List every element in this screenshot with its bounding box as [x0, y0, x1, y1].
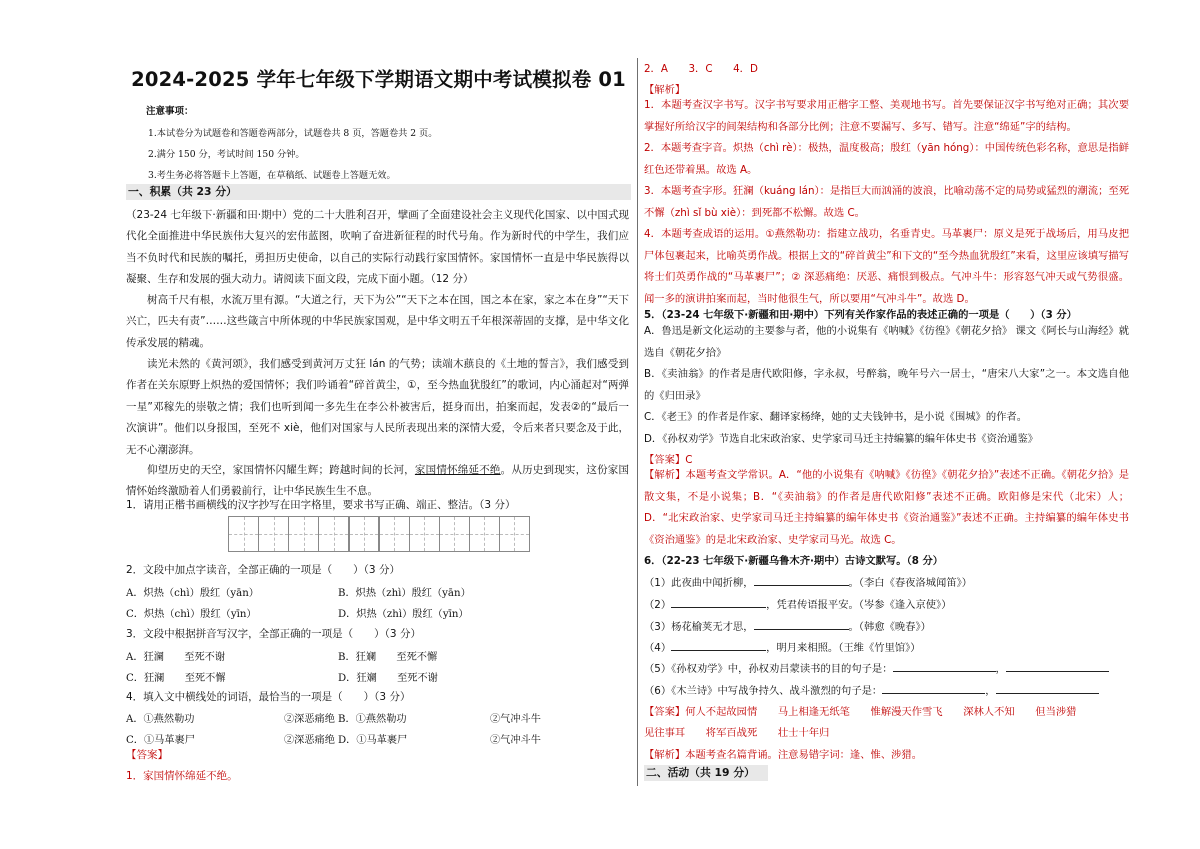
q4-option-b[interactable]: B．①燕然勒功 [338, 714, 407, 725]
q5-option-a[interactable]: A．鲁迅是新文化运动的主要参与者，他的小说集有《呐喊》《彷徨》《朝花夕拾》 课文《阿长与山海经》就选自《朝花夕拾》 [644, 325, 1129, 359]
q5-answer-value: C [685, 454, 693, 466]
q5-answer-label: 【答案】 [644, 454, 686, 466]
q6-answer-line-2: 见往事耳 将军百战死 壮士十年归 [644, 727, 830, 739]
tianzige-cell[interactable] [228, 516, 259, 552]
q6-item-3: （3）杨花榆荚无才思， 。（韩愈《晚春》） [644, 618, 931, 633]
q5-option-d[interactable]: D．《孙权劝学》节选自北宋政治家、史学家司马迁主持编纂的编年体史书《资治通鉴》 [644, 433, 1039, 445]
note-2: 2.满分 150 分，考试时间 150 分钟。 [148, 149, 305, 160]
q6-analysis: 【解析】本题考查名篇背诵。注意易错字词：逢、惟、涉猎。 [644, 749, 923, 761]
question-2: 2．文段中加点字读音，全部正确的一项是（ ）（3 分） [126, 564, 400, 576]
q4-option-c-part2: ②深恶痛绝 [284, 735, 335, 746]
tianzige-cell[interactable] [379, 516, 410, 552]
q6-item-6: （6）《木兰诗》中写战争持久、战斗激烈的句子是： ， [644, 682, 1099, 697]
analysis-3: 3．本题考查字形。狂澜（kuáng lán）：是指巨大而汹涌的波浪，比喻动荡不定的局势或猛烈的潮流；至死不懈（zhì sǐ bù xiè）：到死都不松懈。故选 C。 [644, 185, 1129, 219]
q2-option-d[interactable]: D．炽热（zhì）殷红（yīn） [338, 609, 469, 620]
q6-answer-line-1 [644, 703, 1076, 718]
question-4: 4．填入文中横线处的词语，最恰当的一项是（ ）（3 分） [126, 691, 411, 703]
tianzige-cell[interactable] [409, 516, 440, 552]
analysis-label: 【解析】 [644, 84, 686, 96]
q5-answer [644, 451, 692, 466]
answers-2-4: 2．A 3．C 4．D [644, 63, 758, 75]
tianzige-cell[interactable] [258, 516, 289, 552]
q2-option-c[interactable]: C．炽热（chì）殷红（yīn） [126, 609, 257, 620]
analysis-2: 2．本题考查字音。炽热（chì rè）：极热，温度极高；殷红（yān hóng）：中国传统色彩名称，意思是指鲜红色还带着黑。故选 A。 [644, 142, 1129, 176]
page-title: 2024-2025 学年七年级下学期语文期中考试模拟卷 01 [131, 68, 626, 91]
q6-blank-1[interactable] [754, 574, 849, 586]
q4-option-a[interactable]: A．①燕然勒功 [126, 714, 195, 725]
section-heading-1: 一、积累（共 23 分） [126, 184, 631, 200]
analysis-1: 1．本题考查汉字书写。汉字书写要求用正楷字工整、美观地书写。首先要保证汉字书写绝对正确；其次要掌握好所给汉字的间架结构和各部分比例；注意不要漏写、多写、错写。注意“绵延”字的结构。 [644, 99, 1129, 133]
q3-option-c[interactable]: C．狂澜 至死不懈 [126, 673, 226, 684]
question-6: 6．（22-23 七年级下·新疆乌鲁木齐·期中）古诗文默写。（8 分） [644, 555, 944, 567]
answer-1: 1．家国情怀绵延不绝。 [126, 770, 238, 782]
q6-blank-2[interactable] [671, 596, 766, 608]
note-3: 3.考生务必将答题卡上答题，在草稿纸、试题卷上答题无效。 [148, 170, 396, 181]
q4-option-a-part2: ②深恶痛绝 [284, 714, 335, 725]
answer-label: 【答案】 [126, 749, 168, 761]
q6-blank-4[interactable] [671, 639, 766, 651]
tianzige-cell[interactable] [288, 516, 319, 552]
section-heading-2: 二、活动（共 19 分） [644, 765, 768, 781]
passage-paragraph-2: 树高千尺有根，水流万里有源。“大道之行，天下为公”“天下之本在国，国之本在家，家之本在身”“天下兴亡，匹夫有责”……这些箴言中所体现的中华民族家国观，是中华文明五千年根深蒂固的支撑，是中华文化传承发展的精魂。 [126, 294, 629, 349]
passage-paragraph-3: 读光未然的《黄河颂》，我们感受到黄河万丈狂 lán 的气势；读端木蕻良的《土地的誓言》，我们感受到作者在关东原野上炽热的爱国情怀；我们吟诵着“碎首黄尘，①，至今热血犹殷红”的歌词，内心涌起对“两弹一星”邓稼先的崇敬之情；我们也听到闻一多先生在李公朴被害后，挺身而出，拍案而起，发表②的“最后一次演讲”。他们以身报国，至死不 xiè，他们对国家与人民所表现出来的深情大爱，令后来者只要念及于此，无不心潮澎湃。 [126, 358, 629, 456]
passage-p4-end: 。从历史到现实，这份家国情怀始终激励着人们勇毅前行，让中华民族生生不息。 [126, 464, 630, 498]
q6-blank-6a[interactable] [882, 682, 985, 694]
q6-answer-label: 【答案】 [644, 706, 686, 718]
q2-option-b[interactable]: B．炽热（zhì）殷红（yān） [338, 588, 471, 599]
tianzige-grid[interactable] [229, 516, 538, 552]
passage-p4-start: 仰望历史的天空，家国情怀闪耀生辉；跨越时间的长河， [147, 464, 415, 476]
notes-heading: 注意事项： [146, 106, 194, 117]
note-1: 1.本试卷分为试题卷和答题卷两部分，试题卷共 8 页，答题卷共 2 页。 [148, 128, 438, 139]
passage-intro: （23-24 七年级下·新疆和田·期中）党的二十大胜利召开，擘画了全面建设社会主义现代化国家、以中国式现代化全面推进中华民族伟大复兴的宏伟蓝图，吹响了奋进新征程的时代号角。作为新时代的中学生，我们应当不负时代和民族的嘱托，勇担历史使命，以自己的实际行动践行家国情怀。家国情怀一直是中华民族得以凝聚、生存和发展的强大动力。请阅读下面文段，完成下面小题。（12 分） [126, 209, 629, 286]
analysis-4: 4．本题考查成语的运用。①燕然勒功：指建立战功，名垂青史。马革裹尸：原义是死于战场后，用马皮把尸体包裹起来，比喻英勇作战。根据上文的“碎首黄尘”和下文的“至今热血犹殷红”来看，这里应该填写描写将士们英勇作战的“马革裹尸”；② 深恶痛绝：厌恶、痛恨到极点。气冲斗牛：形容怒气冲天或气势很盛。闻一多的演讲拍案而起，当时他很生气，所以要用“气冲斗牛”。故选 D。 [644, 228, 1129, 305]
underlined-phrase: 家国情怀绵延不绝 [414, 464, 501, 476]
question-1: 1．请用正楷书画横线的汉字抄写在田字格里，要求书写正确、端正、整洁。（3 分） [126, 499, 516, 511]
q6-item-5: （5）《孙权劝学》中，孙权劝吕蒙读书的目的句子是： ， [644, 660, 1109, 675]
q6-item-1: （1）此夜曲中闻折柳， 。（李白《春夜洛城闻笛》） [644, 574, 972, 589]
q4-option-d-part2: ②气冲斗牛 [490, 735, 541, 746]
tianzige-cell[interactable] [349, 516, 380, 552]
q6-blank-6b[interactable] [996, 682, 1099, 694]
q3-option-b[interactable]: B．狂斓 至死不懈 [338, 652, 438, 663]
q6-answer-text-1: 何人不起故园情 马上相逢无纸笔 惟解漫天作雪飞 深林人不知 但当涉猎 [685, 706, 1077, 718]
q6-item-4: （4） ，明月来相照。（王维《竹里馆》） [644, 639, 921, 654]
q3-option-d[interactable]: D．狂斓 至死不谢 [338, 673, 438, 684]
q4-option-b-part2: ②气冲斗牛 [490, 714, 541, 725]
q6-item-2: （2） ，凭君传语报平安。（岑参《逢入京使》） [644, 596, 952, 611]
question-5: 5．（23-24 七年级下·新疆和田·期中）下列有关作家作品的表述正确的一项是（ ）（3 分） [644, 309, 1077, 321]
q4-option-d[interactable]: D．①马革裹尸 [338, 735, 408, 746]
question-3: 3．文段中根据拼音写汉字，全部正确的一项是（ ）（3 分） [126, 628, 421, 640]
q6-blank-5a[interactable] [893, 660, 996, 672]
q6-blank-3[interactable] [754, 618, 849, 630]
column-divider [637, 58, 638, 786]
q5-option-b[interactable]: B．《卖油翁》的作者是唐代欧阳修，字永叔，号醉翁，晚年号六一居士，“唐宋八大家”之一。本文选自他的《归田录》 [644, 368, 1129, 402]
q3-option-a[interactable]: A．狂澜 至死不谢 [126, 652, 226, 663]
q4-option-c[interactable]: C．①马革裹尸 [126, 735, 195, 746]
tianzige-cell[interactable] [439, 516, 470, 552]
tianzige-cell[interactable] [318, 516, 349, 552]
q5-option-c[interactable]: C．《老王》的作者是作家、翻译家杨绛，她的丈夫钱钟书，是小说《围城》的作者。 [644, 411, 1028, 423]
q2-option-a[interactable]: A．炽热（chì）殷红（yān） [126, 588, 259, 599]
q6-blank-5b[interactable] [1006, 660, 1109, 672]
tianzige-cell[interactable] [499, 516, 530, 552]
q5-analysis: 【解析】本题考查文学常识。A．“他的小说集有《呐喊》《彷徨》《朝花夕拾》”表述不正确。《朝花夕拾》是散文集，不是小说集；B．“《卖油翁》的作者是唐代欧阳修”表述不正确。欧阳修是宋代（北宋）人；D．“北宋政治家、史学家司马迁主持编纂的编年体史书《资治通鉴》”表述不正确。主持编纂的编年体史书《资治通鉴》的是北宋政治家、史学家司马光。故选 C。 [644, 469, 1129, 546]
tianzige-cell[interactable] [469, 516, 500, 552]
